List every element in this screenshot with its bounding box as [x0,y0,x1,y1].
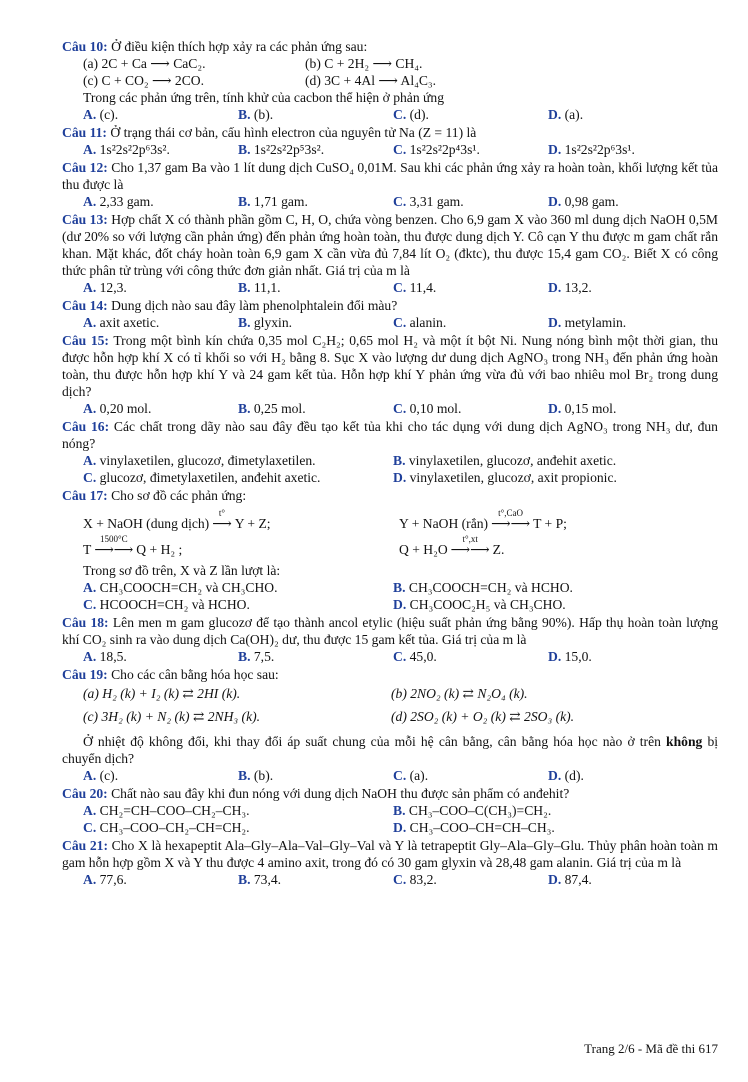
option-a[interactable]: A. CH₂=CH–COO–CH₂–CH₃. [83,803,250,818]
option-a[interactable]: A. 0,20 mol. [83,401,152,416]
option-d[interactable]: D. (d). [548,768,584,783]
question-number: Câu 18: [62,615,109,630]
option-a[interactable]: A. axit axetic. [83,315,160,330]
option-c[interactable]: C. glucozơ, đimetylaxetilen, anđehit axetic. [83,470,321,485]
answer-options [62,314,718,331]
question-number: Câu 15: [62,333,109,348]
question-subtext: Ở nhiệt độ không đổi, khi thay đổi áp suất chung của mỗi hệ cân bằng, cân bằng hóa học nào ở trên không bị chuyển dịch? [62,734,719,766]
question-text: Chất nào sau đây khi đun nóng với dung dịch NaOH thu được sản phẩm có anđehit? [111,786,570,801]
option-a[interactable]: A. (c). [83,107,119,122]
scheme-reaction-4: Q + H₂O t°,xt ⟶⟶ Z. [399,534,505,557]
question-subtext: Trong sơ đồ trên, X và Z lần lượt là: [83,563,281,578]
answer-options [62,871,718,888]
option-d[interactable]: D. (a). [548,107,584,122]
option-c[interactable]: C. 45,0. [393,649,437,664]
question-16 [62,418,718,486]
option-c[interactable]: C. (d). [393,107,429,122]
equilibrium-row [62,708,718,725]
scheme-row [62,510,718,532]
option-d[interactable]: D. 0,98 gam. [548,194,619,209]
option-b[interactable]: B. 11,1. [238,280,281,295]
reaction-arrow: 1500°C ⟶⟶ [94,534,134,557]
option-b[interactable]: B. 1,71 gam. [238,194,308,209]
reaction-row [62,55,718,72]
option-b[interactable]: B. CH₃COOCH=CH₂ và HCHO. [393,580,573,595]
answer-options [62,802,718,819]
option-c[interactable]: C. CH₃–COO–CH₂–CH=CH₂. [83,820,250,835]
question-12 [62,159,718,210]
question-text: Cho các cân bằng hóa học sau: [111,667,279,682]
scheme-reaction-3: T 1500°C ⟶⟶ Q + H₂ ; [83,534,183,557]
option-b[interactable]: B. (b). [238,107,274,122]
option-a[interactable]: A. 12,3. [83,280,127,295]
option-c[interactable]: C. (a). [393,768,429,783]
option-b[interactable]: B. 1s²2s²2p⁵3s². [238,142,325,157]
answer-options [62,141,718,158]
question-text: Lên men m gam glucozơ để tạo thành ancol etylic (hiệu suất phản ứng bằng 90%). Hấp thụ hoàn toàn lượng khí CO₂ sinh ra vào dung dịch Ca(OH)₂ dư, thu được 15 gam kết tủa. Giá trị của m là [62,615,718,647]
option-d[interactable]: D. metylamin. [548,315,627,330]
option-a[interactable]: A. vinylaxetilen, glucozơ, đimetylaxetilen. [83,453,316,468]
option-b[interactable]: B. CH₃–COO–C(CH₃)=CH₂. [393,803,552,818]
answer-options [62,193,718,210]
option-d[interactable]: D. vinylaxetilen, glucozơ, axit propionic. [393,470,617,485]
option-b[interactable]: B. vinylaxetilen, glucozơ, anđehit axetic. [393,453,617,468]
question-19 [62,666,718,784]
question-text: Cho X là hexapeptit Ala–Gly–Ala–Val–Gly–Val và Y là tetrapeptit Gly–Ala–Gly–Glu. Thủy phân hoàn toàn m gam hỗn hợp gồm X và Y thu được 4 amino axit, trong đó có 30 gam glyxin và 28,48 gam alanin. Giá trị của m là [62,838,718,870]
question-20 [62,785,718,836]
question-11 [62,124,718,158]
scheme-reaction-1: X + NaOH (dung dịch) t° ⟶ Y + Z; [83,508,271,531]
question-text: Trong một bình kín chứa 0,35 mol C₂H₂; 0,65 mol H₂ và một ít bột Ni. Nung nóng bình một thời gian, thu được hỗn hợp khí X có tỉ khối so với H₂ bằng 8. Sục X vào lượng dư dung dịch AgNO₃ trong NH₃ đến phản ứng hoàn toàn, thu được hỗn hợp khí Y và 24 gam kết tủa. Hỗn hợp khí Y phản ứng vừa đủ với bao nhiêu mol Br₂ trong dung dịch? [62,333,718,399]
question-number: Câu 10: [62,39,108,54]
question-subtext: Trong các phản ứng trên, tính khử của cacbon thể hiện ở phản ứng [83,90,444,105]
equilibrium-d: (d) 2SO₂ (k) + O₂ (k) ⇄ 2SO₃ (k). [391,709,575,724]
reaction-arrow: t° ⟶ [212,508,232,531]
question-13 [62,211,718,296]
reaction-a: (a) 2C + Ca ⟶ CaC₂. [83,56,206,71]
option-d[interactable]: D. 13,2. [548,280,592,295]
reaction-b: (b) C + 2H₂ ⟶ CH₄. [305,56,423,71]
question-text: Hợp chất X có thành phần gồm C, H, O, chứa vòng benzen. Cho 6,9 gam X vào 360 ml dung dịch NaOH 0,5M (dư 20% so với lượng cần phản ứng) đến phản ứng hoàn toàn, thu được dung dịch Y. Cô cạn Y thu được m gam chất rắn khan. Mặt khác, đốt cháy hoàn toàn 6,9 gam X cần vừa đủ 7,84 lít O₂ (đktc), thu được 15,4 gam CO₂. Biết X có công thức phân tử trùng với công thức đơn giản nhất. Giá trị của m là [62,212,719,278]
answer-options [62,469,718,486]
option-b[interactable]: B. 0,25 mol. [238,401,306,416]
question-number: Câu 20: [62,786,108,801]
question-14 [62,297,718,331]
option-a[interactable]: A. 77,6. [83,872,127,887]
option-d[interactable]: D. CH₃–COO–CH=CH–CH₃. [393,820,555,835]
option-d[interactable]: D. 15,0. [548,649,592,664]
option-a[interactable]: A. CH₃COOCH=CH₂ và CH₃CHO. [83,580,278,595]
question-number: Câu 12: [62,160,108,175]
reaction-c: (c) C + CO₂ ⟶ 2CO. [83,73,205,88]
option-d[interactable]: D. 87,4. [548,872,592,887]
option-b[interactable]: B. 73,4. [238,872,282,887]
answer-options [62,648,718,665]
option-c[interactable]: C. 0,10 mol. [393,401,462,416]
option-d[interactable]: D. 1s²2s²2p⁶3s¹. [548,142,635,157]
option-b[interactable]: B. (b). [238,768,274,783]
question-text: Ở trạng thái cơ bản, cấu hình electron của nguyên tử Na (Z = 11) là [110,125,477,140]
reaction-arrow: t°,xt ⟶⟶ [450,534,490,557]
answer-options [62,452,718,469]
question-number: Câu 13: [62,212,108,227]
option-a[interactable]: A. 1s²2s²2p⁶3s². [83,142,170,157]
answer-options [62,767,718,784]
answer-options [62,596,718,613]
question-15 [62,332,718,417]
option-c[interactable]: C. 11,4. [393,280,437,295]
reaction-d: (d) 3C + 4Al ⟶ Al₄C₃. [305,73,437,88]
equilibrium-c: (c) 3H₂ (k) + N₂ (k) ⇄ 2NH₃ (k). [83,709,261,724]
option-d[interactable]: D. 0,15 mol. [548,401,617,416]
scheme-reaction-2: Y + NaOH (rắn) t°,CaO ⟶⟶ T + P; [399,508,567,531]
reaction-arrow: t°,CaO ⟶⟶ [491,508,531,531]
question-text: Cho 1,37 gam Ba vào 1 lít dung dịch CuSO₄ 0,01M. Sau khi các phản ứng xảy ra hoàn toàn, khối lượng kết tủa thu được là [62,160,718,192]
question-10 [62,38,718,123]
answer-options [62,279,718,296]
question-text: Cho sơ đồ các phản ứng: [111,488,247,503]
question-17 [62,487,718,613]
answer-options [62,579,718,596]
equilibrium-a: (a) H₂ (k) + I₂ (k) ⇄ 2HI (k). [83,686,241,701]
question-number: Câu 14: [62,298,108,313]
answer-options [62,106,718,123]
answer-options [62,400,718,417]
question-text: Các chất trong dãy nào sau đây đều tạo kết tủa khi cho tác dụng với dung dịch AgNO₃ trong NH₃ dư, đun nóng? [62,419,718,451]
page-footer: Trang 2/6 - Mã đề thi 617 [584,1041,718,1056]
question-text: Dung dịch nào sau đây làm phenolphtalein đổi màu? [111,298,398,313]
equilibrium-row [62,683,718,702]
question-21 [62,837,718,888]
answer-options [62,819,718,836]
option-b[interactable]: B. 7,5. [238,649,275,664]
option-c[interactable]: C. HCOOCH=CH₂ và HCHO. [83,597,250,612]
question-number: Câu 21: [62,838,108,853]
option-a[interactable]: A. 18,5. [83,649,127,664]
question-number: Câu 19: [62,667,108,682]
option-a[interactable]: A. 2,33 gam. [83,194,154,209]
option-c[interactable]: C. alanin. [393,315,447,330]
scheme-row [62,532,718,558]
option-c[interactable]: C. 3,31 gam. [393,194,464,209]
option-c[interactable]: C. 1s²2s²2p⁴3s¹. [393,142,480,157]
equilibrium-b: (b) 2NO₂ (k) ⇄ N₂O₄ (k). [391,686,528,701]
reaction-row [62,72,718,89]
question-number: Câu 16: [62,419,110,434]
question-text: Ở điều kiện thích hợp xảy ra các phản ứng sau: [111,39,368,54]
question-number: Câu 17: [62,488,108,503]
question-number: Câu 11: [62,125,107,140]
option-c[interactable]: C. 83,2. [393,872,437,887]
option-a[interactable]: A. (c). [83,768,119,783]
question-18 [62,614,718,665]
option-b[interactable]: B. glyxin. [238,315,293,330]
option-d[interactable]: D. CH₃COOC₂H₅ và CH₃CHO. [393,597,566,612]
